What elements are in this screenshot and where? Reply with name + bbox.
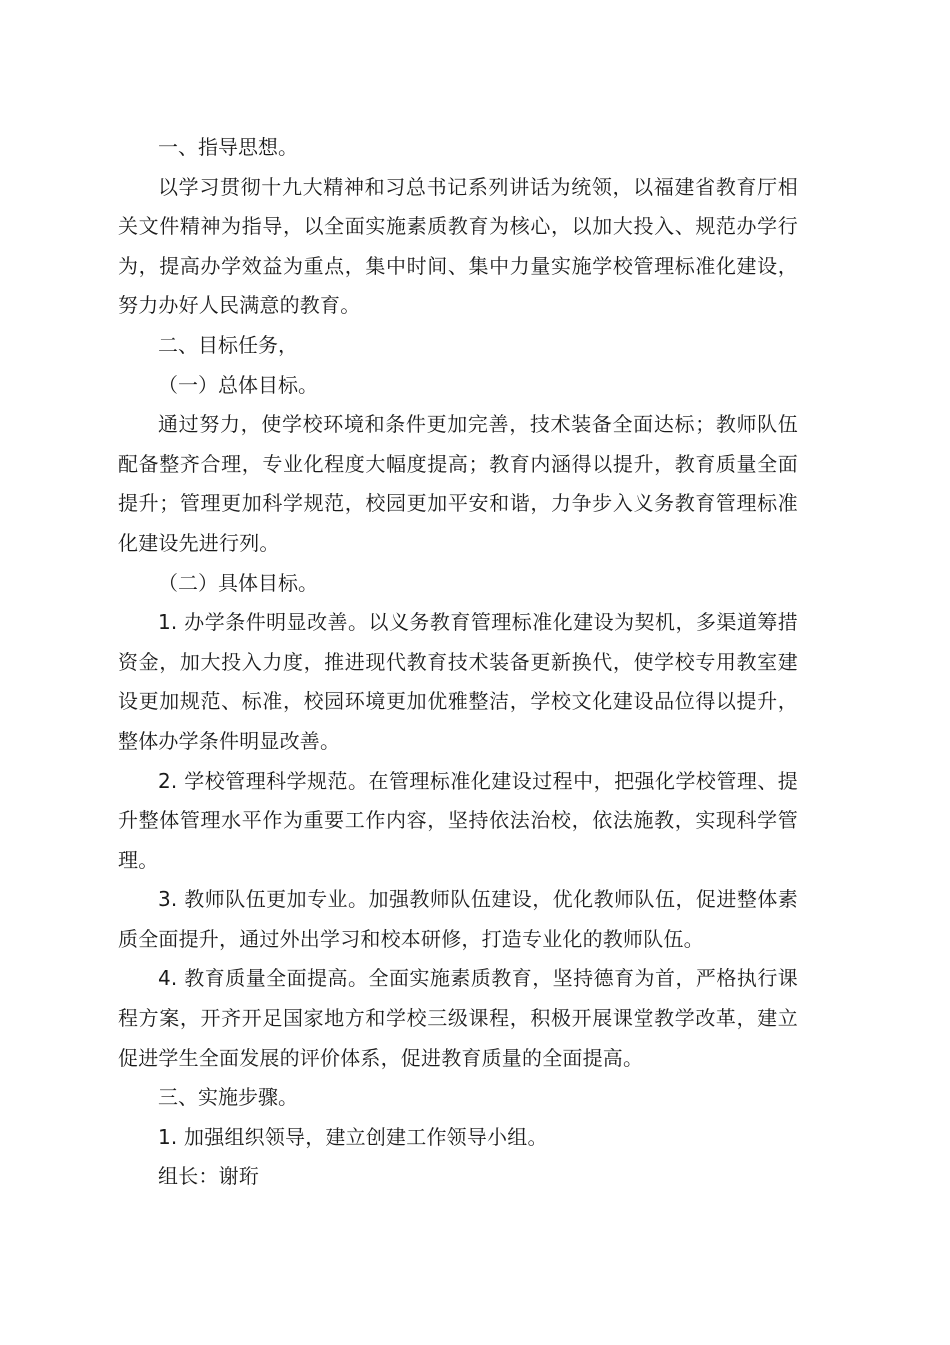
paragraph-overall-goal: 通过努力，使学校环境和条件更加完善，技术装备全面达标；教师队伍配备整齐合理，专业化程度大幅度提高；教育内涵得以提升，教育质量全面提升；管理更加科学规范，校园更加平安和谐，力争步入义务教育管理标准化建设先进行列。	[118, 412, 798, 555]
paragraph-step-1: 1. 加强组织领导，建立创建工作领导小组。	[158, 1124, 548, 1149]
document-page	[118, 128, 798, 1197]
paragraph-guiding-ideology: 以学习贯彻十九大精神和习总书记系列讲话为统领，以福建省教育厅相关文件精神为指导，以全面实施素质教育为核心，以加大投入、规范办学行为，提高办学效益为重点，集中时间、集中力量实施学校管理标准化建设，努力办好人民满意的教育。	[118, 174, 798, 318]
subsection-heading-specific-goals: （二）具体目标。	[158, 570, 318, 595]
paragraph-goal-4: 4. 教育质量全面提高。全面实施素质教育，坚持德育为首，严格执行课程方案，开齐开足国家地方和学校三级课程，积极开展课堂教学改革，建立促进学生全面发展的评价体系，促进教育质量的全面提高。	[118, 966, 798, 1070]
paragraph-goal-1: 1. 办学条件明显改善。以义务教育管理标准化建设为契机，多渠道筹措资金，加大投入力度，推进现代教育技术装备更新换代，使学校专用教室建设更加规范、标准，校园环境更加优雅整洁，学校文化建设品位得以提升，整体办学条件明显改善。	[118, 610, 798, 753]
subsection-heading-overall-goal: （一）总体目标。	[158, 372, 318, 397]
paragraph-goal-2: 2. 学校管理科学规范。在管理标准化建设过程中，把强化学校管理、提升整体管理水平作为重要工作内容，坚持依法治校，依法施教，实现科学管理。	[118, 768, 798, 872]
paragraph-group-leader: 组长：谢珩	[158, 1164, 259, 1189]
paragraph-goal-3: 3. 教师队伍更加专业。加强教师队伍建设，优化教师队伍，促进整体素质全面提升，通过外出学习和校本研修，打造专业化的教师队伍。	[118, 887, 798, 951]
section-heading-guiding-ideology: 一、指导思想。	[158, 135, 298, 159]
section-heading-goals-tasks: 二、目标任务，	[158, 332, 298, 357]
section-heading-implementation-steps: 三、实施步骤。	[158, 1085, 298, 1110]
